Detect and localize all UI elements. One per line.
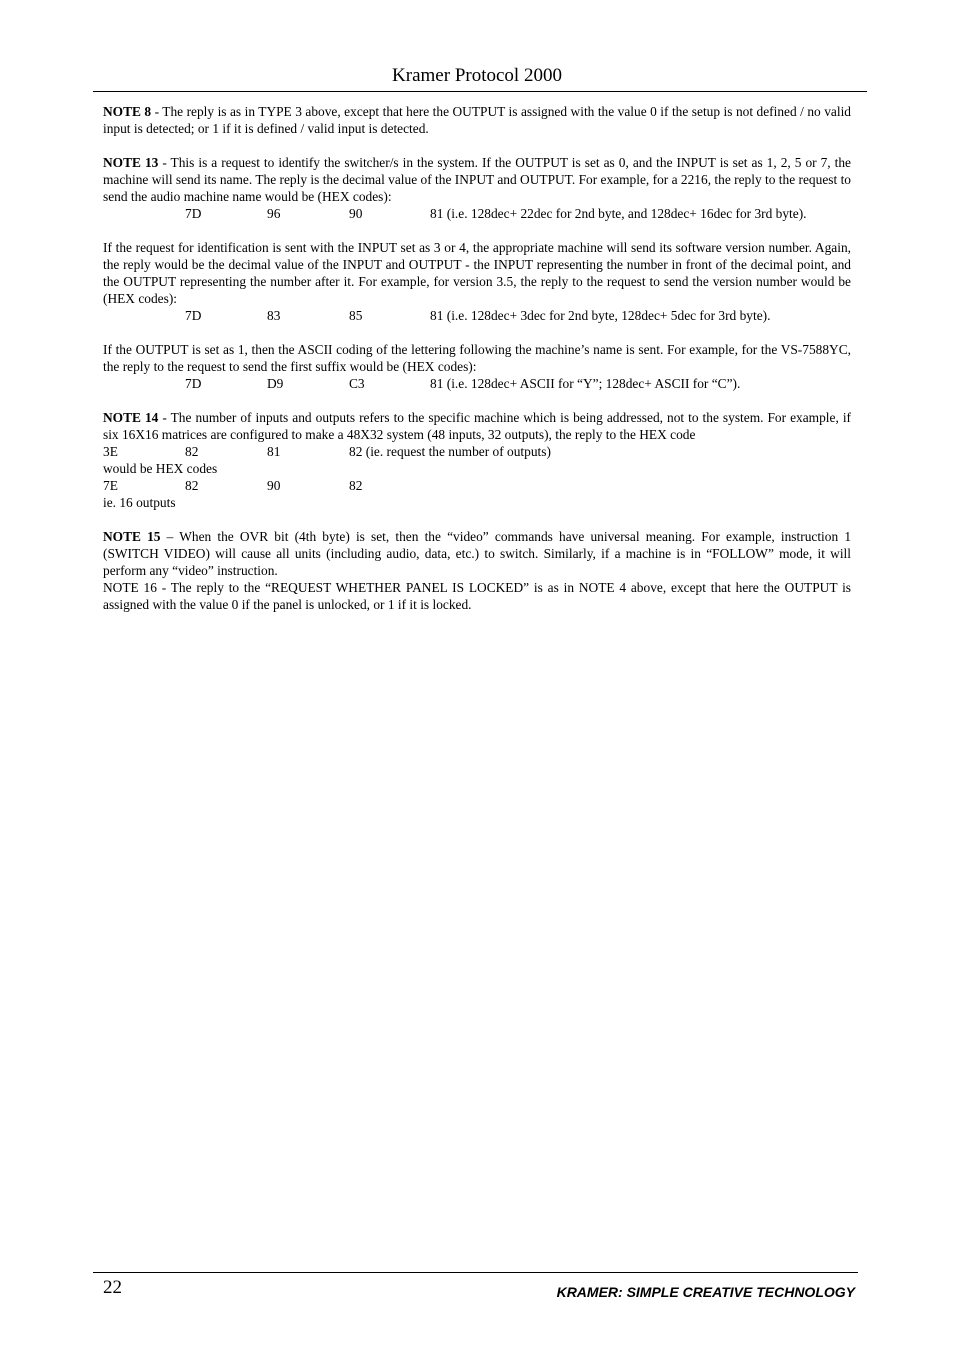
hex-byte-1: 7D (185, 206, 202, 221)
note-13-paragraph-2: If the request for identification is sent with the INPUT set as 3 or 4, the appropriate machine will send its software version number. Again, the reply would be the decimal value of the INPUT and OUTPUT - the INPUT representing the number in front of the decimal point, and the OUTPUT representing the number after it. For example, for version 3.5, the reply to the request to send the version number would be (HEX codes): (103, 240, 851, 306)
note-15-text: – When the OVR bit (4th byte) is set, then the “video” commands have universal meaning. For example, instruction 1 (SWITCH VIDEO) will cause all units (including audio, data, etc.) to switch. Similarly, if a machine is in “FOLLOW” mode, it will perform any “video” instruction. (103, 529, 852, 578)
hex-byte-3: 90 (267, 478, 281, 493)
hex-code-row (103, 477, 851, 494)
hex-byte-3: 81 (267, 444, 281, 459)
note-14-label: NOTE 14 (103, 410, 159, 425)
note-14-text: - The number of inputs and outputs refers to the specific machine which is being addressed, not to the system. For example, if six 16X16 matrices are configured to make a 48X32 system (48 inputs, 32 outputs), the reply to the HEX code (103, 410, 851, 442)
hex-byte-4: 82 (ie. request the number of outputs) (349, 444, 551, 459)
note-14-line-2: would be HEX codes (103, 461, 218, 476)
hex-byte-2: 82 (185, 444, 199, 459)
hex-byte-3: 85 (349, 308, 363, 323)
page-content (103, 103, 851, 613)
hex-code-row (103, 205, 851, 222)
page-number: 22 (103, 1277, 122, 1298)
note-15 (103, 528, 851, 579)
hex-byte-3: 90 (349, 206, 363, 221)
note-13-label: NOTE 13 (103, 155, 159, 170)
note-8-label: NOTE 8 (103, 104, 152, 119)
hex-code-row (103, 307, 851, 324)
header-divider (93, 91, 867, 92)
note-13-text: - This is a request to identify the switcher/s in the system. If the OUTPUT is set as 0, and the INPUT is set as 1, 2, 5 or 7, the machine will send its name. The reply is the decimal value of the INPUT and OUTPUT. For example, for a 2216, the reply to the request to send the audio machine name would be (HEX codes): (103, 155, 851, 204)
footer-brand-tagline: KRAMER: SIMPLE CREATIVE TECHNOLOGY (556, 1284, 855, 1300)
hex-byte-1: 7D (185, 376, 202, 391)
hex-byte-4: 81 (i.e. 128dec+ 22dec for 2nd byte, and 128dec+ 16dec for 3rd byte). (430, 206, 807, 221)
hex-byte-1: 7D (185, 308, 202, 323)
hex-byte-2: 96 (267, 206, 281, 221)
note-8-text: - The reply is as in TYPE 3 above, except that here the OUTPUT is assigned with the value 0 if the setup is not defined / no valid input is detected; or 1 if it is defined / valid input is detected. (103, 104, 851, 136)
hex-byte-1: 3E (103, 444, 118, 459)
note-14 (103, 409, 851, 443)
note-13 (103, 154, 851, 205)
hex-byte-2: 82 (185, 478, 199, 493)
hex-byte-4: 82 (349, 478, 363, 493)
hex-byte-4: 81 (i.e. 128dec+ ASCII for “Y”; 128dec+ ASCII for “C”). (430, 376, 741, 391)
footer-divider (93, 1272, 858, 1273)
hex-byte-2: D9 (267, 376, 284, 391)
hex-code-row (103, 443, 851, 460)
hex-byte-4: 81 (i.e. 128dec+ 3dec for 2nd byte, 128dec+ 5dec for 3rd byte). (430, 308, 771, 323)
hex-byte-2: 83 (267, 308, 281, 323)
hex-code-row (103, 375, 851, 392)
hex-byte-1: 7E (103, 478, 118, 493)
note-16: NOTE 16 - The reply to the “REQUEST WHETHER PANEL IS LOCKED” is as in NOTE 4 above, except that here the OUTPUT is assigned with the value 0 if the panel is unlocked, or 1 if it is locked. (103, 580, 851, 612)
note-14-line-3: ie. 16 outputs (103, 495, 176, 510)
hex-byte-3: C3 (349, 376, 365, 391)
note-15-label: NOTE 15 (103, 529, 161, 544)
note-13-paragraph-3: If the OUTPUT is set as 1, then the ASCII coding of the lettering following the machine’s name is sent. For example, for the VS-7588YC, the reply to the request to send the first suffix would be (HEX codes): (103, 342, 851, 374)
page-header-title: Kramer Protocol 2000 (392, 65, 562, 86)
note-8 (103, 103, 851, 137)
